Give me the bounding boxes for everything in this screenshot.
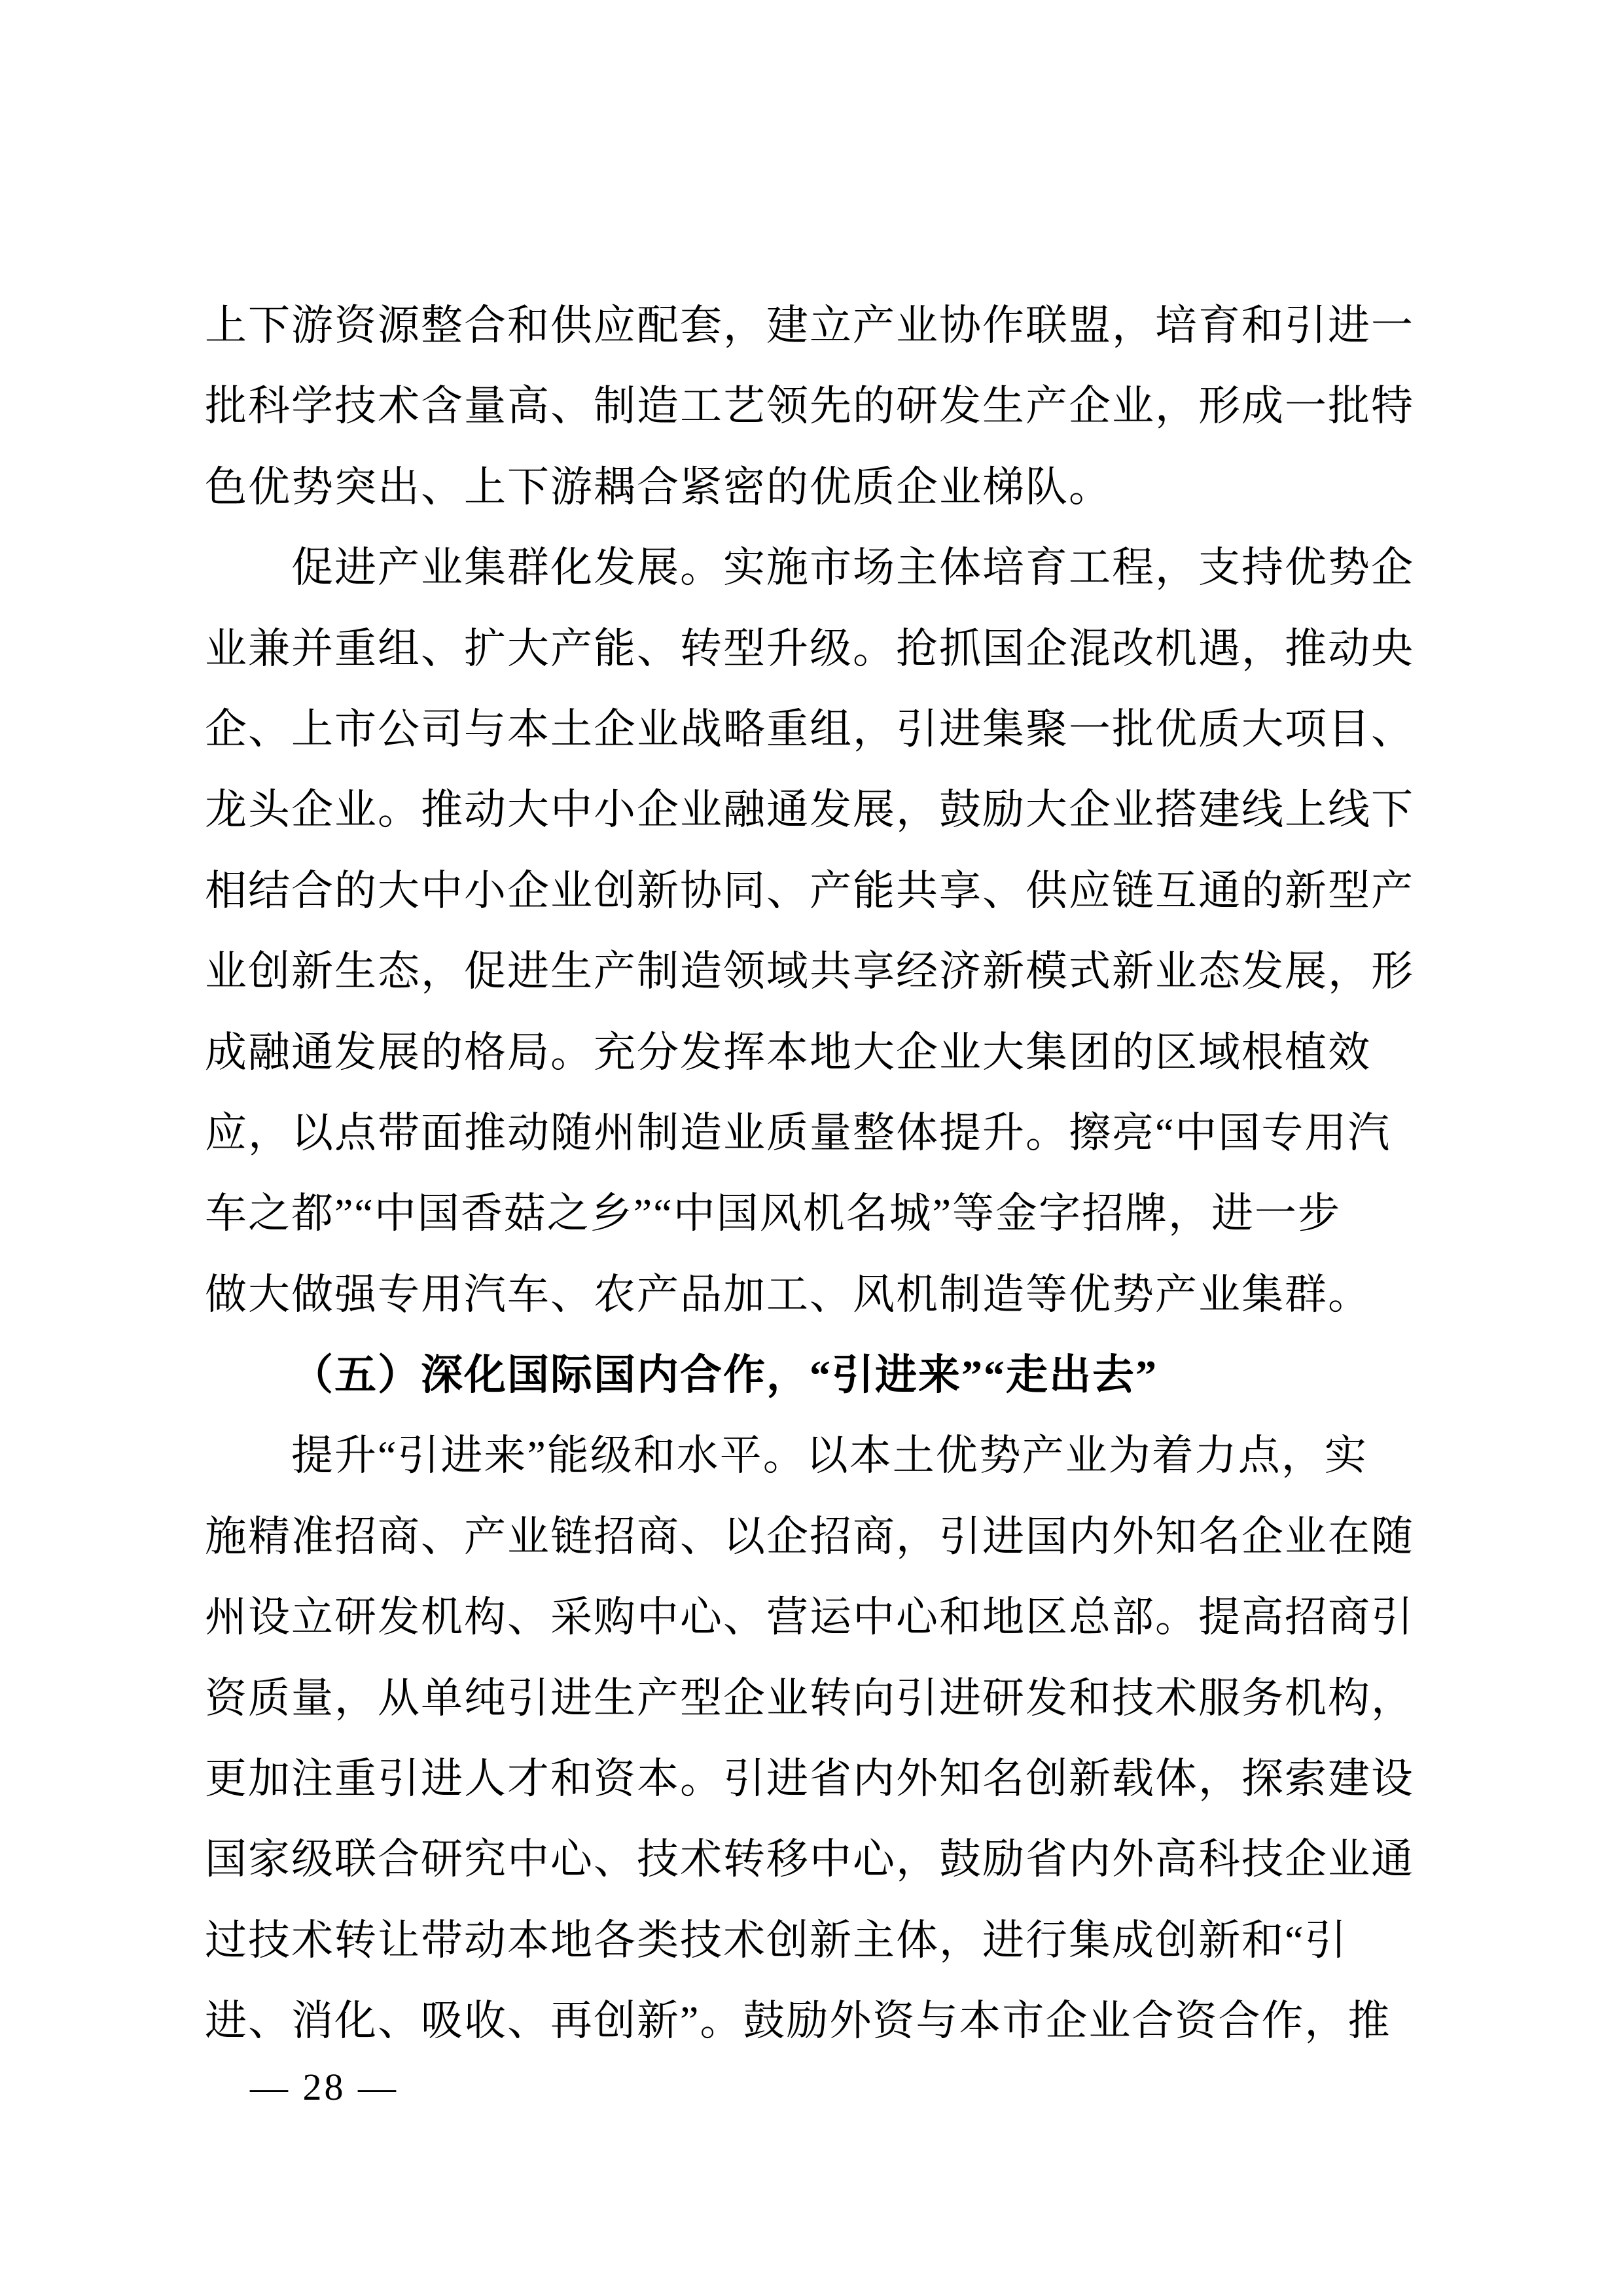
body-text-line: 业创新生态，促进生产制造领域共享经济新模式新业态发展，形 [205, 948, 1414, 995]
body-text-line: 车之都”“中国香菇之乡”“中国风机名城”等金字招牌，进一步 [205, 1190, 1342, 1237]
body-text-line: 州设立研发机构、采购中心、营运中心和地区总部。提高招商引 [205, 1594, 1414, 1641]
body-text-line: 资质量，从单纯引进生产型企业转向引进研发和技术服务机构， [205, 1674, 1414, 1722]
body-text-line: 业兼并重组、扩大产能、转型升级。抢抓国企混改机遇，推动央 [205, 625, 1414, 672]
body-text-line: 成融通发展的格局。充分发挥本地大企业大集团的区域根植效 [205, 1029, 1371, 1076]
body-text [205, 285, 1422, 2062]
body-text-line: 批科学技术含量高、制造工艺领先的研发生产企业，形成一批特 [205, 383, 1414, 430]
body-text-line: 龙头企业。推动大中小企业融通发展，鼓励大企业搭建线上线下 [205, 786, 1414, 834]
body-text-line: 企、上市公司与本土企业战略重组，引进集聚一批优质大项目、 [205, 705, 1414, 752]
section-heading: （五）深化国际国内合作，“引进来”“走出去” [291, 1352, 1158, 1399]
body-text-line: 过技术转让带动本地各类技术创新主体，进行集成创新和“引 [205, 1916, 1348, 1964]
body-text-line: 做大做强专用汽车、农产品加工、风机制造等优势产业集群。 [205, 1271, 1371, 1318]
paragraph-continuation [205, 285, 1422, 527]
body-text-line: 促进产业集群化发展。实施市场主体培育工程，支持优势企 [291, 544, 1414, 592]
body-text-line: 更加注重引进人才和资本。引进省内外知名创新载体，探索建设 [205, 1756, 1414, 1803]
paragraph-introduce-in [205, 1415, 1422, 2061]
body-text-line: 上下游资源整合和供应配套，建立产业协作联盟，培育和引进一 [205, 302, 1414, 349]
body-text-line: 国家级联合研究中心、技术转移中心，鼓励省内外高科技企业通 [205, 1836, 1414, 1883]
body-text-line: 施精准招商、产业链招商、以企招商，引进国内外知名企业在随 [205, 1513, 1414, 1560]
body-text-line: 色优势突出、上下游耦合紧密的优质企业梯队。 [205, 463, 1112, 510]
body-text-line: 提升“引进来”能级和水平。以本土优势产业为着力点，实 [291, 1432, 1368, 1479]
body-text-line: 相结合的大中小企业创新协同、产能共享、供应链互通的新型产 [205, 867, 1414, 914]
page-number: — 28 — [250, 2066, 399, 2108]
paragraph-industry-cluster [205, 527, 1422, 1335]
body-text-line: 应，以点带面推动随州制造业质量整体提升。擦亮“中国专用汽 [205, 1109, 1391, 1156]
body-text-line: 进、消化、吸收、再创新”。鼓励外资与本市企业合资合作，推 [205, 1998, 1391, 2045]
